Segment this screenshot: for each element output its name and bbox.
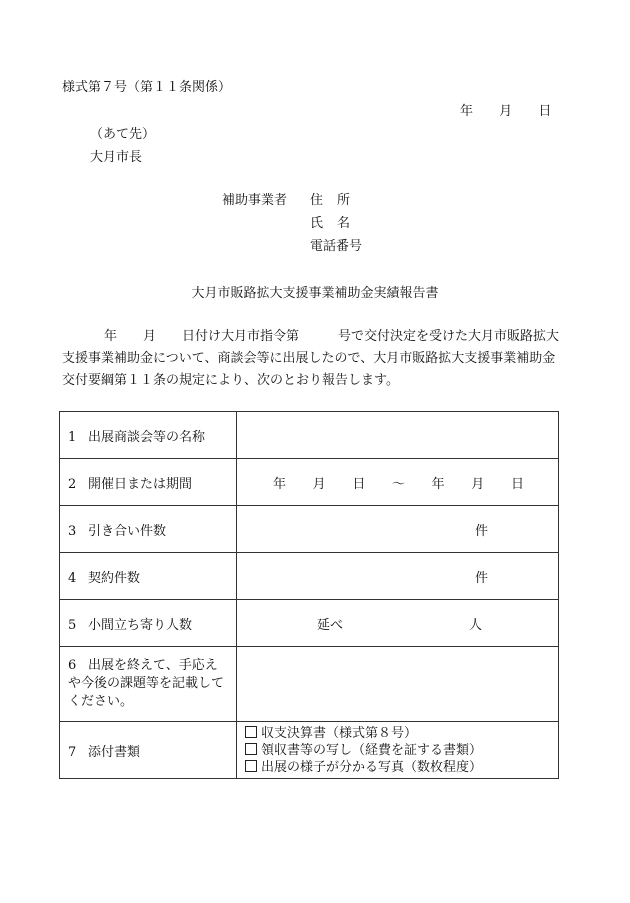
form-number: 様式第７号（第１１条関係） [62,80,232,95]
feedback-cell[interactable] [237,647,559,722]
checkbox-icon[interactable] [245,743,257,755]
row-label: 7 添付書類 [60,722,237,779]
attachments-cell [237,722,559,779]
body-paragraph [62,326,562,392]
date-month: 月 [499,104,513,119]
row-label: 3 引き合い件数 [60,506,237,553]
checkbox-icon[interactable] [245,760,257,772]
document-title: 大月市販路拡大支援事業補助金実績報告書 [191,286,439,301]
attachment-item[interactable]: 出展の様子が分かる写真（数枚程度） [245,759,550,776]
addressee-label: （あて先） [90,127,156,142]
attachment-item[interactable]: 収支決算書（様式第８号） [245,725,550,742]
applicant-label: 補助事業者 [222,193,288,208]
table-row [60,553,559,600]
date-year: 年 [460,104,474,119]
row-label: 6 出展を終えて、手応えや今後の課題等を記載してください。 [60,647,237,722]
table-row [60,459,559,506]
report-date [460,104,551,120]
report-table [59,411,559,779]
addressee-name: 大月市長 [90,150,143,165]
phone-label: 電話番号 [310,239,363,254]
body-text: 年 月 日付け大月市指令第 号で交付決定を受けた大月市販路拡大支援事業補助金について、商談会等に出展したので、大月市販路拡大支援事業補助金交付要綱第１１条の規定により、次のとおり報告します。 [62,329,560,388]
table-row [60,722,559,779]
event-period-cell[interactable]: 年 月 日 ～ 年 月 日 [237,459,559,506]
contract-count-cell[interactable]: 件 [237,553,559,600]
table-row [60,412,559,459]
row-label: 4 契約件数 [60,553,237,600]
inquiry-count-cell[interactable]: 件 [237,506,559,553]
row-label: 5 小間立ち寄り人数 [60,600,237,647]
address-label: 住所 [310,193,365,208]
attachment-item[interactable]: 領収書等の写し（経費を証する書類） [245,742,550,759]
visitor-count-cell[interactable]: 延べ 人 [237,600,559,647]
table-row [60,647,559,722]
checkbox-icon[interactable] [245,726,257,738]
event-name-cell[interactable] [237,412,559,459]
table-row [60,506,559,553]
row-label: 1 出展商談会等の名称 [60,412,237,459]
table-row [60,600,559,647]
name-label: 氏名 [310,216,365,231]
date-day: 日 [538,104,552,119]
row-label: 2 開催日または期間 [60,459,237,506]
